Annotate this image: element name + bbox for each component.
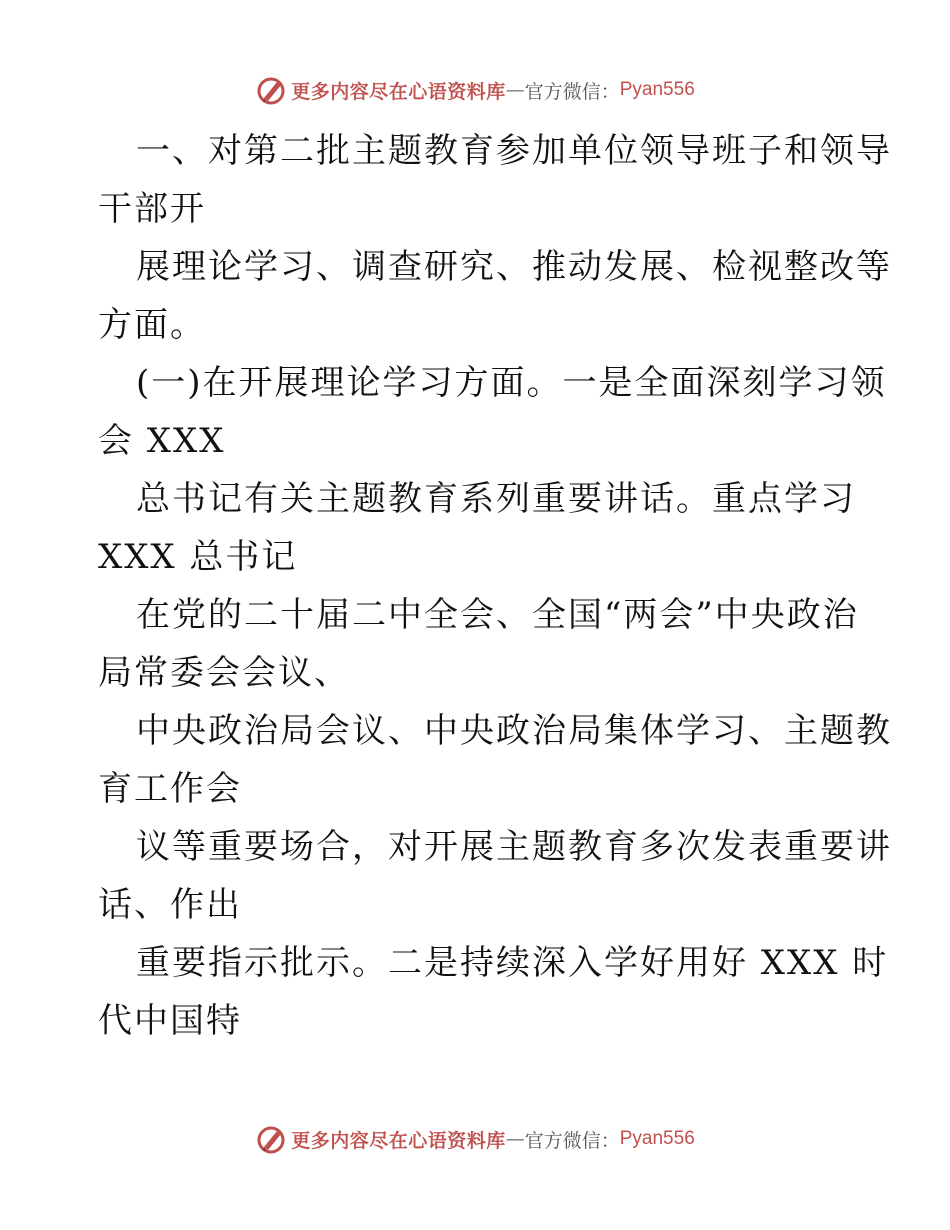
text-line: 总书记有关主题教育系列重要讲话。重点学习 [136,479,856,519]
text-line: 一、对第二批主题教育参加单位领导班子和领导 [136,131,892,171]
text-line: (一)在开展理论学习方面。一是全面深刻学习领 [136,363,887,403]
watermark-text: 更多内容尽在心语资料库 [291,80,506,103]
watermark-separator: — [505,79,525,101]
watermark-wechat-label: 官方微信： [524,1129,620,1152]
text-line: 议等重要场合，对开展主题教育多次发表重要讲 [136,827,892,867]
text-line: 重要指示批示。二是持续深入学好用好 XXX 时 [136,943,889,983]
watermark-text: 更多内容尽在心语资料库 [291,1129,506,1152]
header-watermark [0,73,950,107]
text-line: 会 XXX [98,421,226,461]
text-line: 代中国特 [98,1001,242,1041]
text-line: 干部开 [98,189,206,229]
text-line: 育工作会 [98,769,242,809]
text-line: 在党的二十届二中全会、全国“两会”中央政治 [136,595,859,635]
document-body [98,122,892,1050]
footer-watermark [0,1122,950,1156]
watermark-wechat-id: Pyan556 [619,1128,695,1149]
text-line: 话、作出 [98,885,242,925]
text-line: XXX 总书记 [98,537,298,577]
text-line: 展理论学习、调查研究、推动发展、检视整改等 [136,247,892,287]
text-line: 局常委会会议、 [98,653,350,693]
watermark-separator: — [505,1128,525,1150]
text-line: 中央政治局会议、中央政治局集体学习、主题教 [136,711,892,751]
text-line: 方面。 [98,305,206,345]
pen-logo-icon [255,74,287,106]
pen-logo-icon [255,1123,287,1155]
watermark-wechat-label: 官方微信： [524,80,620,103]
watermark-wechat-id: Pyan556 [619,79,695,100]
